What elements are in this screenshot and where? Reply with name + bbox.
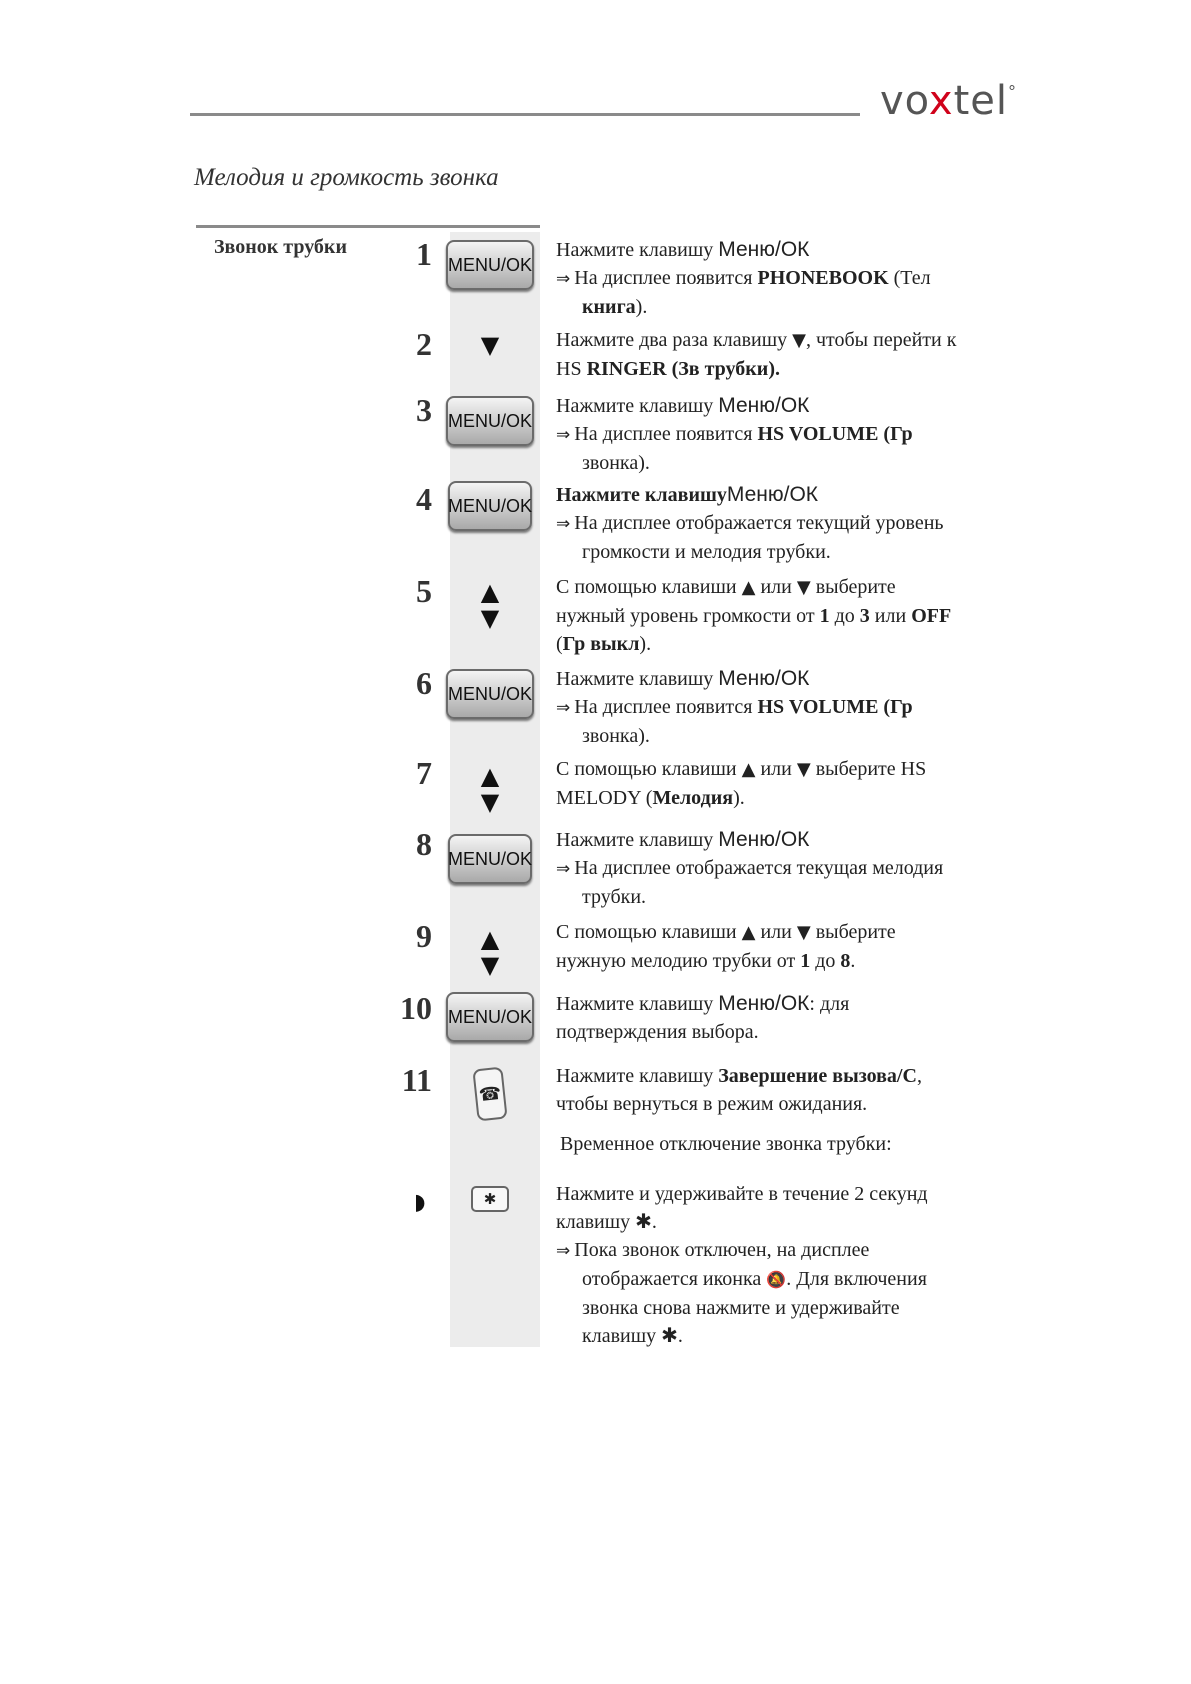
up-down-arrows-icon: ▲ ▼	[480, 762, 500, 816]
menu-ok-key-icon: MENU/OK	[446, 669, 534, 719]
up-down-arrows-icon: ▲ ▼	[480, 578, 500, 632]
subsection-label: Звонок трубки	[214, 236, 347, 258]
section-rule	[196, 225, 540, 228]
menu-ok-key-icon: MENU/OK	[446, 240, 534, 290]
ringer-off-icon: 🔕	[766, 1270, 787, 1289]
star-key-cell	[440, 1186, 540, 1212]
bullet-icon: ◗	[414, 1190, 426, 1215]
step-number: 11	[401, 1062, 432, 1098]
step-number: 9	[416, 918, 432, 954]
step-number: 5	[416, 573, 432, 609]
up-down-arrows-icon: ▲ ▼	[480, 925, 500, 979]
step-number: 4	[416, 481, 432, 517]
mute-title: Временное отключение звонка трубки:	[560, 1133, 892, 1155]
step-number: 10	[400, 990, 432, 1026]
step-number: 8	[416, 826, 432, 862]
mute-text: Нажмите и удерживайте в течение 2 секунд клавишу ✱. ⇒ Пока звонок отключен, на дисплее отображается иконка 🔕. Для включения звонка снова нажмите и удерживайте клавишу ✱.	[556, 1183, 928, 1347]
step-number: 2	[416, 326, 432, 362]
menu-ok-key-icon: MENU/OK	[446, 992, 534, 1042]
menu-ok-key-icon: MENU/OK	[448, 834, 532, 884]
brand-logo: voxtel°	[880, 78, 1017, 124]
star-key-icon: ✱	[471, 1186, 509, 1212]
menu-ok-key-icon: MENU/OK	[448, 481, 532, 531]
step-number: 3	[416, 392, 432, 428]
header-rule	[190, 113, 860, 116]
end-call-key-icon: ☎	[472, 1067, 507, 1122]
section-title: Мелодия и громкость звонка	[194, 164, 499, 191]
down-arrow-icon: ▼	[480, 331, 500, 359]
step-number: 1	[416, 236, 432, 272]
menu-ok-key-icon: MENU/OK	[446, 396, 534, 446]
step-number: 7	[416, 755, 432, 791]
step-number: 6	[416, 665, 432, 701]
